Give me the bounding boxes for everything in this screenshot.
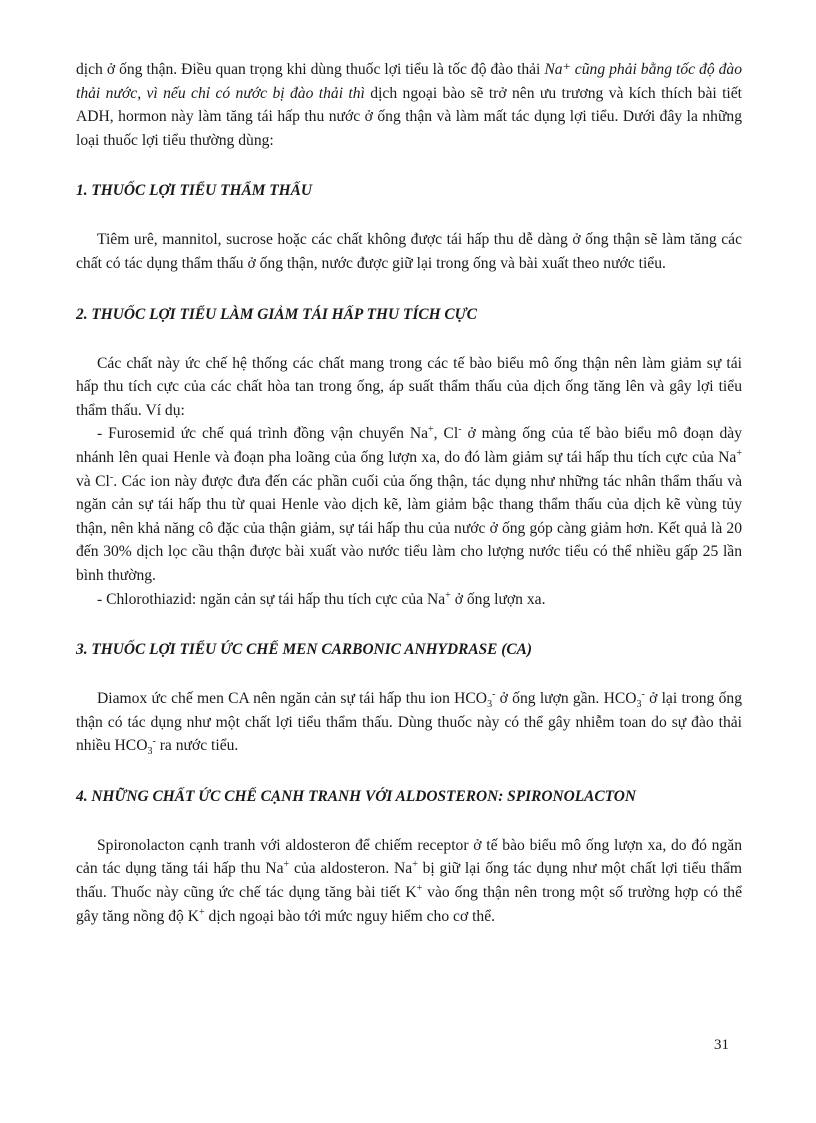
section-2-bullet-chlorothiazid: [76, 588, 742, 612]
intro-text-italic: Na⁺ cũng phải bằng tốc độ đào thải nước, vì nếu chỉ có nước bị đào thải thì: [76, 61, 742, 102]
section-3-heading: 3. THUỐC LỢI TIỂU ỨC CHẾ MEN CARBONIC ANHYDRASE (CA): [76, 641, 533, 659]
intro-text-1: dịch ở ống thận. Điều quan trọng khi dùng thuốc lợi tiểu là tốc độ đào thải: [76, 61, 545, 78]
spironolacton-text-d: vào ống thận nên trong một số trường hợp có thể gây tăng nồng độ K: [76, 884, 742, 925]
furosemid-text-c: ở màng ống của tế bào biểu mô đoạn dày nhánh lên quai Henle và đoạn pha loãng của ống lượn xa, do đó làm giảm sự tái hấp thu tích cực của Na: [76, 425, 742, 466]
spironolacton-text-a: Spironolacton cạnh tranh với aldosteron để chiếm receptor ở tế bào biểu mô ống lượn xa, do đó ngăn cản tác dụng tăng tái hấp thu Na: [76, 836, 742, 878]
spironolacton-text-b: của aldosteron. Na: [289, 860, 413, 878]
k-charge: +: [416, 882, 423, 894]
intro-paragraph: [76, 58, 742, 152]
k-charge: +: [199, 906, 205, 918]
section-2-paragraph: Các chất này ức chế hệ thống các chất mang trong các tế bào biểu mô ống thận nên làm giảm sự tái hấp thu tích cực của các chất hòa tan trong ống, áp suất thẩm thấu của dịch ống tăng lên và gây lợi tiểu thẩm thấu. Ví dụ:: [76, 354, 742, 419]
hco3-charge: -: [641, 688, 645, 700]
cl-charge: -: [109, 471, 114, 483]
furosemid-text-d: và Cl: [76, 472, 110, 490]
diamox-text-d: ra nước tiểu.: [155, 737, 239, 755]
hco3-charge: -: [152, 736, 156, 748]
page-number: 31: [714, 1037, 729, 1053]
section-1-heading: 1. THUỐC LỢI TIỂU THẨM THẤU: [76, 182, 312, 200]
section-3-paragraph: [76, 687, 742, 758]
furosemid-text-b: , Cl: [433, 425, 459, 443]
hco3-subscript: 3: [636, 699, 642, 711]
spironolacton-text-c: bị giữ lại ống tác dụng như một chất lợi tiểu thẩm thấu. Thuốc này cũng ức chế tác dụng tăng bài tiết K: [76, 860, 743, 902]
section-2-heading: 2. THUỐC LỢI TIỂU LÀM GIẢM TÁI HẤP THU TÍCH CỰC: [76, 305, 477, 323]
hco3-subscript: 3: [487, 699, 493, 711]
na-charge: +: [283, 859, 290, 871]
na-charge: +: [445, 589, 451, 601]
diamox-text-a: Diamox ức chế men CA nên ngăn cản sự tái hấp thu ion HCO: [97, 690, 488, 708]
na-charge: +: [428, 424, 434, 436]
section-4-paragraph: [76, 834, 742, 928]
intro-text-2: dịch ngoại bào sẽ trở nên ưu trương và kích thích bài tiết ADH, hormon này làm tăng tái hấp thu nước ở ống thận và làm mất tác dụng lợi tiểu. Dưới đây la những loại thuốc lợi tiểu thường dùng:: [76, 84, 742, 149]
na-charge: +: [412, 859, 418, 871]
na-charge: +: [736, 447, 742, 459]
chlorothiazid-text-a: - Chlorothiazid: ngăn cản sự tái hấp thu tích cực của Na: [97, 590, 446, 608]
hco3-charge: -: [492, 688, 496, 700]
page-body: [76, 58, 742, 928]
section-2-bullet-furosemid: [76, 422, 742, 587]
chlorothiazid-text-b: ở ống lượn xa.: [450, 590, 546, 608]
diamox-text-b: ở ống lượn gần. HCO: [495, 690, 637, 708]
spironolacton-text-e: dịch ngoại bào tới mức nguy hiểm cho cơ thể.: [204, 907, 496, 925]
furosemid-text-a: - Furosemid ức chế quá trình đồng vận chuyển Na: [97, 425, 429, 443]
furosemid-text-e: . Các ion này được đưa đến các phần cuối của ống thận, tác dụng như những tác nhân thẩm thấu và ngăn cản sự tái hấp thu từ quai Henle vào dịch kẽ, làm giảm bậc thang thẩm thấu của dịch kẽ vùng tủy thận, nên khả năng cô đặc của thận giảm, sự tái hấp thu của nước ở ống góp càng giảm hơn. Kết quả là 20 đến 30% dịch lọc cầu thận được bài xuất vào nước tiểu làm cho lượng nước tiểu có thể nhiều gấp 25 lần bình thường.: [76, 472, 742, 584]
diamox-text-c: ở lại trong ống thận có tác dụng như một chất lợi tiểu thẩm thấu. Dùng thuốc này có thể gây nhiễm toan do sự đào thải nhiều HCO: [76, 690, 742, 755]
section-4-heading: 4. NHỮNG CHẤT ỨC CHẾ CẠNH TRANH VỚI ALDOSTERON: SPIRONOLACTON: [76, 787, 637, 805]
hco3-subscript: 3: [147, 746, 153, 758]
section-1-paragraph: Tiêm urê, mannitol, sucrose hoặc các chất không được tái hấp thu dễ dàng ở ống thận sẽ làm tăng các chất có tác dụng thẩm thấu ở ống thận, nước được giữ lại trong ống và bài xuất theo nước tiểu.: [76, 231, 742, 272]
cl-charge: -: [458, 424, 462, 436]
